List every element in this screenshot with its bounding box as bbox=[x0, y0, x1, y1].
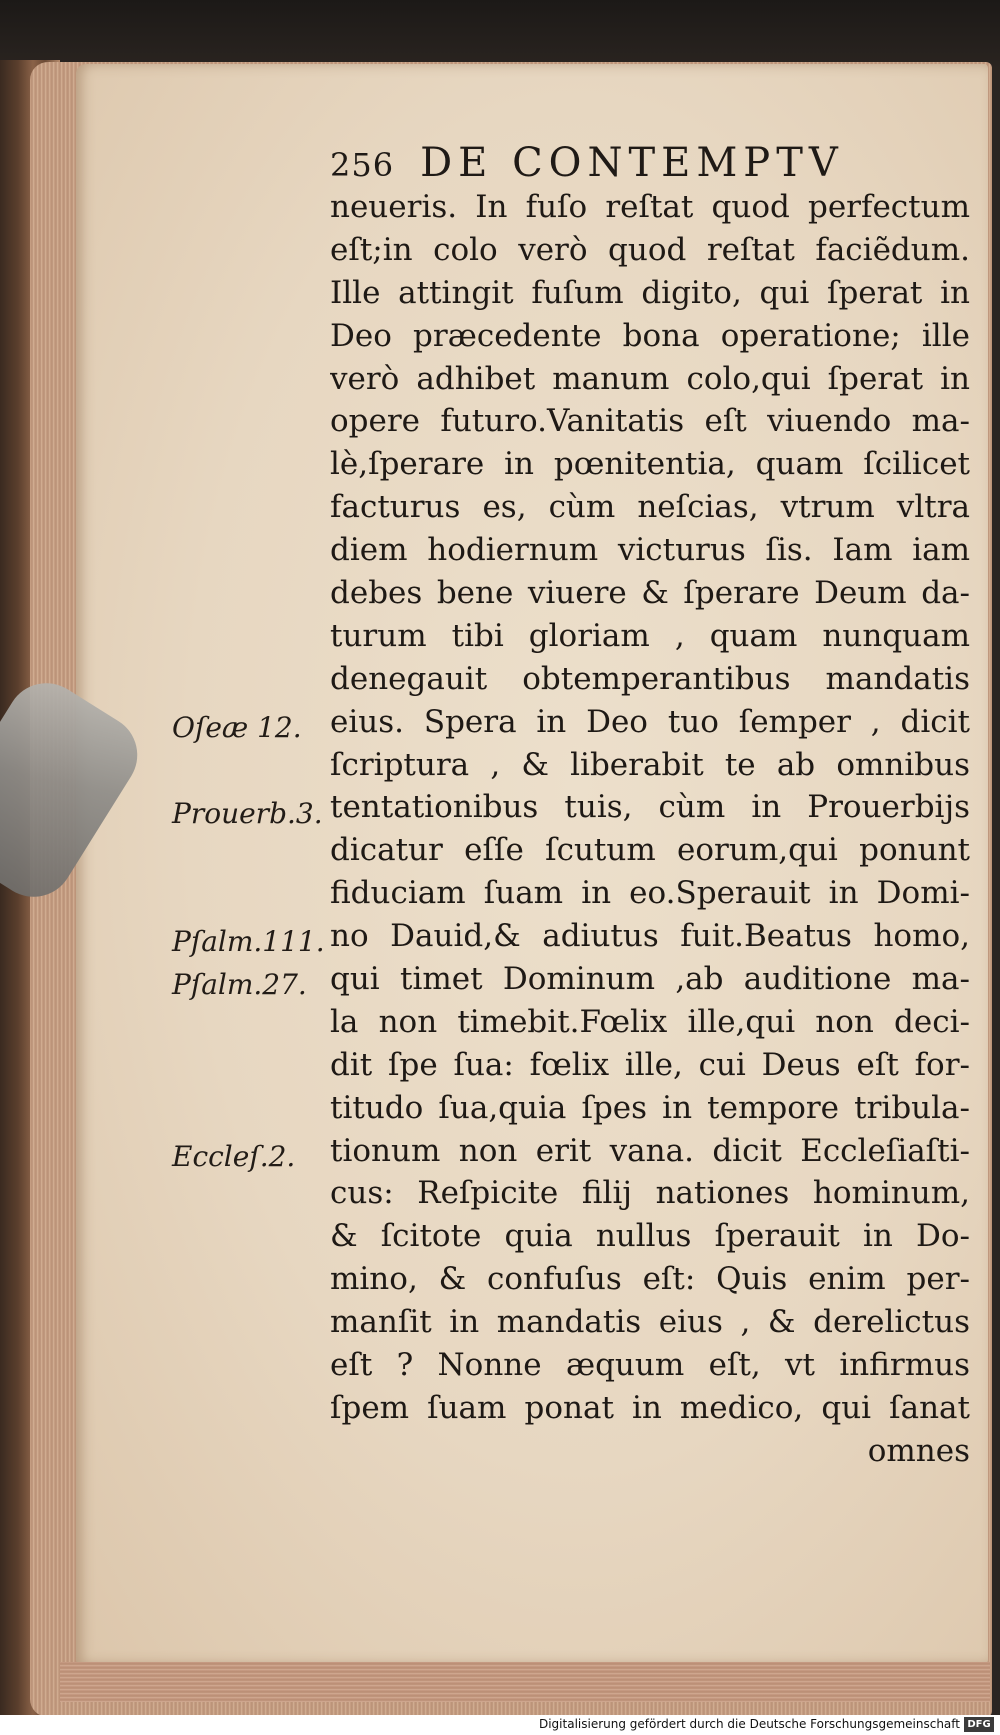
text-line: titudo ſua,quia ſpes in tempore tribula- bbox=[330, 1089, 970, 1126]
text-line: qui timet Dominum ,ab auditione ma- bbox=[330, 961, 970, 998]
text-line: lè,ſperare in pœnitentia, quam ſcilicet bbox=[330, 446, 970, 483]
text-line: cus: Reſpicite filij nationes hominum, bbox=[330, 1175, 970, 1212]
text-line: turum tibi gloriam , quam nunquam bbox=[330, 617, 970, 654]
footer-credit: Digitalisierung gefördert durch die Deutsche Forschungsgemeinschaft bbox=[538, 1717, 960, 1731]
text-line: opere futuro.Vanitatis eſt viuendo ma- bbox=[330, 403, 970, 440]
margin-note: Prouerb.3. bbox=[172, 796, 323, 830]
margin-note: Eccleſ.2. bbox=[172, 1139, 296, 1173]
scan-background bbox=[0, 0, 1000, 70]
margin-note: Pſalm.111. bbox=[172, 925, 325, 959]
text-line: mino, & confuſus eſt: Quis enim per- bbox=[330, 1261, 970, 1298]
text-line: dit ſpe ſua: fœlix ille, cui Deus eſt for- bbox=[330, 1046, 970, 1083]
text-line: eius. Spera in Deo tuo ſemper , dicit bbox=[330, 703, 970, 740]
text-line: la non timebit.Fœlix ille,qui non deci- bbox=[330, 1003, 970, 1040]
body-text bbox=[330, 186, 970, 1473]
text-line: Deo præcedente bona operatione; ille bbox=[330, 317, 970, 354]
text-line: debes bene viuere & ſperare Deum da- bbox=[330, 575, 970, 612]
margin-note: Oſeæ 12. bbox=[172, 710, 302, 744]
text-line: no Dauid,& adiutus fuit.Beatus homo, bbox=[330, 918, 970, 955]
text-line: denegauit obtemperantibus mandatis bbox=[330, 660, 970, 697]
text-line: diem hodiernum victurus ſis. Iam iam bbox=[330, 532, 970, 569]
text-line: facturus es, cùm neſcias, vtrum vltra bbox=[330, 489, 970, 526]
text-line: eſt ? Nonne æquum eſt, vt infirmus bbox=[330, 1347, 970, 1384]
text-line: verò adhibet manum colo,qui ſperat in bbox=[330, 360, 970, 397]
text-line: ſpem ſuam ponat in medico, qui ſanat bbox=[330, 1389, 970, 1426]
page-number: 256 bbox=[330, 146, 395, 184]
text-line: dicatur eſſe ſcutum eorum,qui ponunt bbox=[330, 832, 970, 869]
text-line: Ille attingit fuſum digito, qui ſperat in bbox=[330, 274, 970, 311]
text-line: fiduciam ſuam in eo.Sperauit in Domi- bbox=[330, 875, 970, 912]
running-head-title: DE CONTEMPTV bbox=[420, 140, 844, 186]
digitization-footer bbox=[0, 1715, 1000, 1735]
running-header bbox=[330, 140, 844, 186]
text-line: tionum non erit vana. dicit Eccleſiaſti- bbox=[330, 1132, 970, 1169]
dfg-logo: DFG bbox=[964, 1717, 994, 1732]
text-line: eſt;in colo verò quod reſtat faciẽdum. bbox=[330, 231, 970, 268]
catchword: omnes bbox=[867, 1432, 970, 1469]
text-line: ſcriptura , & liberabit te ab omnibus bbox=[330, 746, 970, 783]
text-line: neueris. In fuſo reſtat quod perfectum bbox=[330, 189, 970, 225]
margin-note: Pſalm.27. bbox=[172, 968, 307, 1002]
text-line: & ſcitote quia nullus ſperauit in Do- bbox=[330, 1218, 970, 1255]
page-edges-bottom bbox=[60, 1662, 990, 1702]
text-line: manſit in mandatis eius , & derelictus bbox=[330, 1304, 970, 1341]
text-line: tentationibus tuis, cùm in Prouerbijs bbox=[330, 789, 970, 826]
